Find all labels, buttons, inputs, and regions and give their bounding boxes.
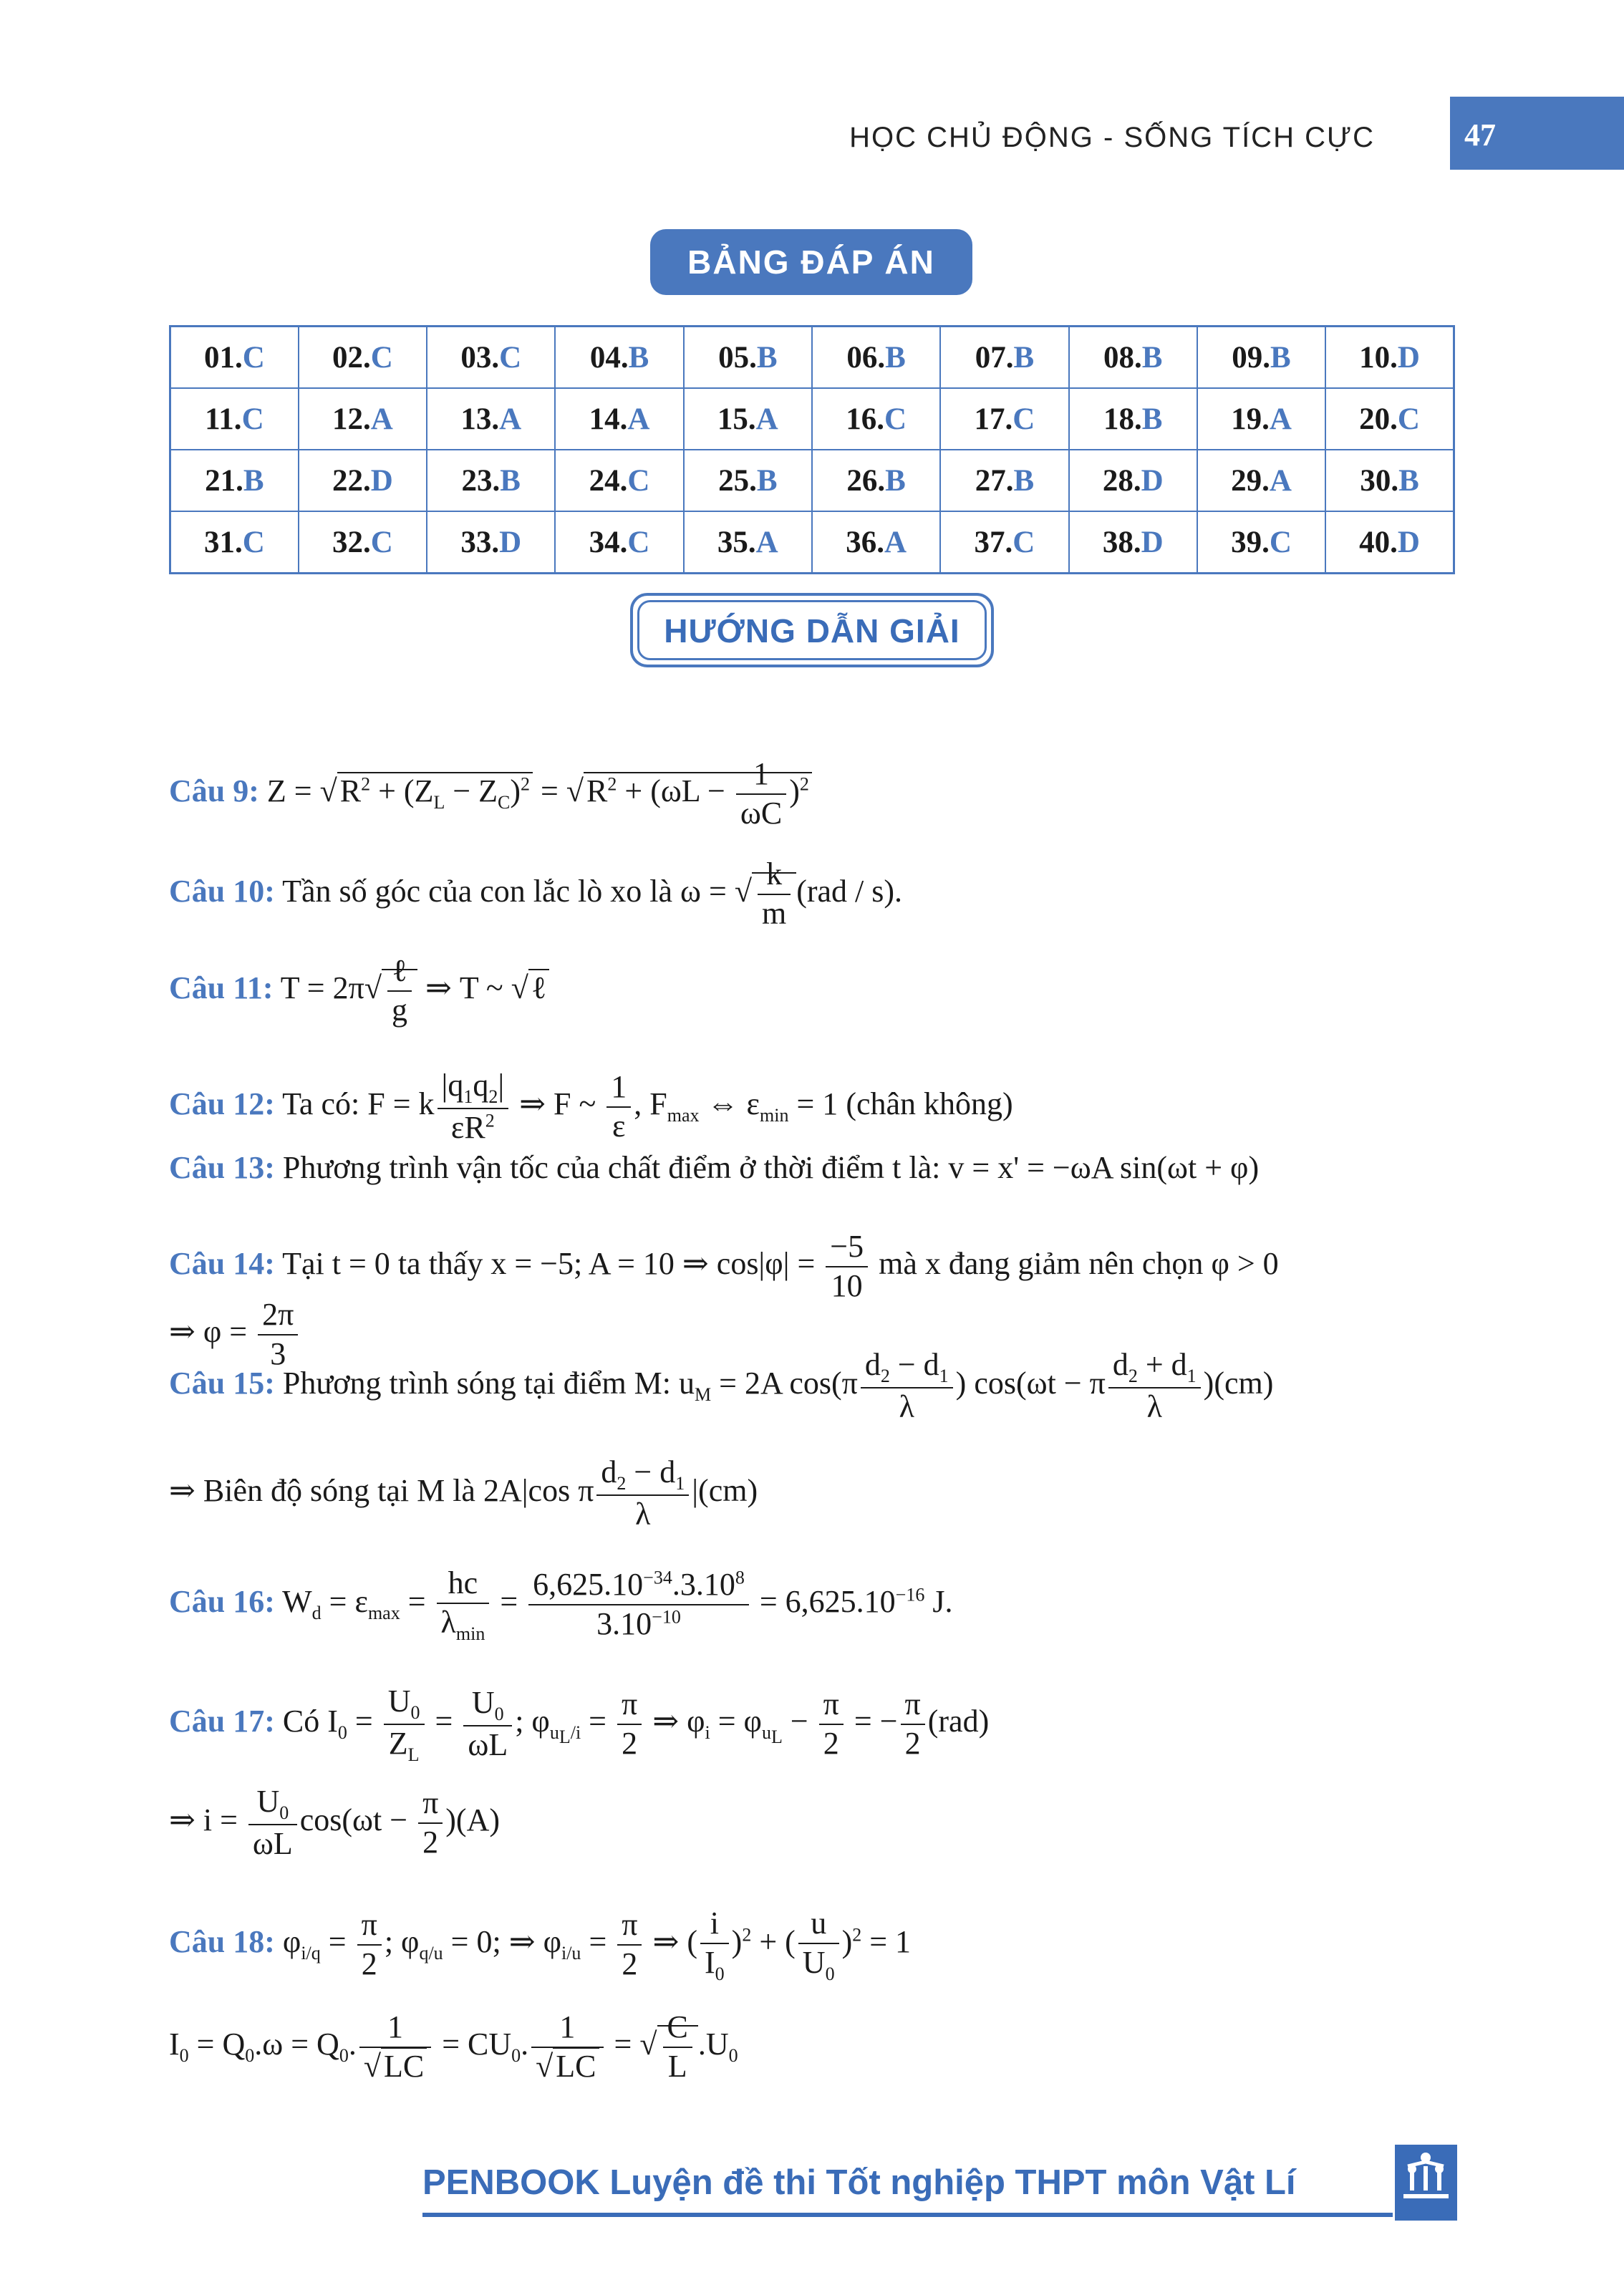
answer-cell <box>170 327 299 389</box>
answer-choice: A <box>884 525 907 559</box>
answer-choice: A <box>1269 402 1292 436</box>
answer-choice: A <box>370 402 393 436</box>
answer-choice: D <box>1397 340 1420 375</box>
answer-choice: C <box>370 525 393 559</box>
answer-question-number: 05. <box>718 340 757 375</box>
solution-q18: Câu 18: $\varphi_{i/q}$ = $\frac{\pi}{2}$ ; $\varphi_{q/u} = 0$; ⇒ $\varphi_{i/u}$ = $\frac{\pi}{2}$ ⇒ ( $\frac{i}{I_0}$ )$^2$ + ( $\frac{u}{U_0}$ )$^2$ = 1 <box>169 1906 912 1984</box>
answer-cell <box>555 388 683 450</box>
answer-choice: C <box>499 340 522 375</box>
answer-question-number: 08. <box>1103 340 1142 375</box>
answer-choice: C <box>884 402 907 436</box>
solution-q9: Câu 9: $Z = √R^2 + (Z_L - Z_C)^2 = √R^2 + (\omega L$ − $\frac{1}{\omega C}$ )$^2$ <box>169 755 812 833</box>
answer-question-number: 12. <box>332 402 371 436</box>
solution-q16: Câu 16: $W_d = \varepsilon_{max}$ = $\frac{hc}{\lambda_{min}}$ = $\frac{6,625.10^{-34}.3.10^8}{3.10^{-10}}$ = $6,625.10^{-16}$ J. <box>169 1565 953 1644</box>
answer-question-number: 09. <box>1232 340 1271 375</box>
answer-choice: B <box>756 463 778 498</box>
answer-choice: C <box>370 340 393 375</box>
answer-choice: B <box>1013 463 1035 498</box>
solution-q15: Câu 15: Phương trình sóng tại điểm M: $u_M = 2A$ cos(π $\frac{d_2 - d_1}{\lambda}$ ) cos(ωt − π $\frac{d_2 + d_1}{\lambda}$ )(cm) <box>169 1347 1274 1424</box>
answer-choice: B <box>1141 402 1163 436</box>
answer-question-number: 04. <box>589 340 629 375</box>
answer-question-number: 28. <box>1102 463 1141 498</box>
answer-choice: A <box>755 525 778 559</box>
page-number: 47 <box>1450 97 1624 170</box>
answer-choice: A <box>755 402 778 436</box>
answer-question-number: 11. <box>205 402 242 436</box>
answer-cell <box>299 327 427 389</box>
answer-choice: D <box>1141 463 1164 498</box>
solution-q14-result: ⇒ φ = $\frac{2\pi}{3}$ <box>169 1296 301 1373</box>
answer-choice: B <box>500 463 521 498</box>
answer-cell <box>555 450 683 511</box>
answer-row <box>170 327 1454 389</box>
answer-cell <box>427 388 555 450</box>
answer-question-number: 40. <box>1359 525 1398 559</box>
answer-cell <box>684 450 812 511</box>
answer-choice: C <box>242 340 265 375</box>
answer-question-number: 03. <box>460 340 500 375</box>
answer-question-number: 25. <box>718 463 757 498</box>
answer-choice: C <box>1269 525 1292 559</box>
answer-question-number: 31. <box>203 525 243 559</box>
answer-question-number: 23. <box>461 463 501 498</box>
answer-choice: C <box>627 463 650 498</box>
answer-question-number: 14. <box>589 402 628 436</box>
answer-question-number: 30. <box>1360 463 1399 498</box>
answer-cell <box>812 450 940 511</box>
answer-question-number: 13. <box>460 402 500 436</box>
answer-choice: D <box>499 525 522 559</box>
solution-q15-amplitude: ⇒ Biên độ sóng tại M là 2A|cos π $\frac{d_2 - d_1}{\lambda}$ |(cm) <box>169 1454 758 1532</box>
answer-cell <box>684 388 812 450</box>
answer-cell <box>427 511 555 574</box>
answer-cell <box>299 450 427 511</box>
answer-row <box>170 450 1454 511</box>
answer-cell <box>812 511 940 574</box>
answer-cell <box>812 388 940 450</box>
answer-question-number: 33. <box>460 525 500 559</box>
answer-choice: B <box>243 463 264 498</box>
answer-cell <box>555 511 683 574</box>
answer-question-number: 17. <box>974 402 1013 436</box>
answer-choice: D <box>1397 525 1420 559</box>
footer-divider <box>422 2213 1393 2217</box>
answer-choice: B <box>1398 463 1419 498</box>
solution-q10: Câu 10: Tần số góc của con lắc lò xo là ω = √ $\frac{k}{m}$ (rad / s). <box>169 856 903 931</box>
answer-choice: D <box>1141 525 1164 559</box>
answer-cell <box>1069 450 1197 511</box>
answer-cell <box>1325 450 1454 511</box>
solution-q14: Câu 14: Tại t = 0 ta thấy x = −5; A = 10 ⇒ cos|φ| = $\frac{-5}{10}$ mà x đang giảm nên chọn φ > 0 <box>169 1229 1279 1303</box>
answer-choice: C <box>627 525 650 559</box>
solution-q17-current: ⇒ i = $\frac{U_0}{\omega L}$ cos(ωt − $\frac{\pi}{2}$ )(A) <box>169 1784 501 1861</box>
answer-question-number: 37. <box>974 525 1013 559</box>
answer-choice: B <box>885 463 906 498</box>
answer-cell <box>1069 388 1197 450</box>
answer-cell <box>427 327 555 389</box>
answer-choice: D <box>370 463 393 498</box>
answer-choice: C <box>242 525 265 559</box>
solution-q17: Câu 17: Có $I_0$ = $\frac{U_0}{Z_L}$ = $\frac{U_0}{\omega L}$ ; $\varphi_{u_L/i}$ = $\frac{\pi}{2}$ ⇒ $\varphi_i = \varphi_{u_L}$ − $\frac{\pi}{2}$ = − $\frac{\pi}{2}$ (rad) <box>169 1684 990 1765</box>
answer-question-number: 36. <box>846 525 884 559</box>
answer-cell <box>555 327 683 389</box>
answer-cell <box>1069 327 1197 389</box>
answer-question-number: 35. <box>717 525 756 559</box>
answer-cell <box>299 511 427 574</box>
answer-choice: B <box>1013 340 1035 375</box>
answer-table-title: BẢNG ĐÁP ÁN <box>650 229 972 295</box>
answer-row <box>170 511 1454 574</box>
answer-question-number: 27. <box>975 463 1014 498</box>
solution-q13: Câu 13: Phương trình vận tốc của chất điểm ở thời điểm t là: v = x' = −ωA sin(ωt + φ) <box>169 1150 1260 1185</box>
answer-question-number: 07. <box>975 340 1014 375</box>
footer-book-title: PENBOOK Luyện đề thi Tốt nghiệp THPT môn Vật Lí <box>422 2163 1296 2202</box>
answer-question-number: 34. <box>589 525 628 559</box>
answer-question-number: 10. <box>1359 340 1398 375</box>
answer-choice: A <box>1269 463 1292 498</box>
answer-cell <box>940 327 1068 389</box>
answer-question-number: 21. <box>205 463 243 498</box>
answer-question-number: 32. <box>332 525 371 559</box>
answer-question-number: 16. <box>846 402 884 436</box>
answer-question-number: 19. <box>1231 402 1270 436</box>
answer-cell <box>1325 388 1454 450</box>
answer-question-number: 01. <box>203 340 243 375</box>
answer-choice: B <box>1270 340 1291 375</box>
answer-question-number: 22. <box>332 463 371 498</box>
answer-cell <box>1325 511 1454 574</box>
answer-cell <box>812 327 940 389</box>
answer-choice: B <box>756 340 778 375</box>
answer-choice: C <box>1012 525 1035 559</box>
answer-cell <box>1325 327 1454 389</box>
answer-cell <box>684 327 812 389</box>
answer-choice: C <box>241 402 264 436</box>
solution-q18-relation: $I_0 = Q_0.\omega = Q_0$. $\frac{1}{√LC}$ = $CU_0$. $\frac{1}{√LC}$ = √ $\frac{C}{L}$ $.U_0$ <box>169 2009 738 2084</box>
solution-q11: Câu 11: T = 2π√ $\frac{\text{ℓ}}{g}$ ⇒ T ~ √ℓ <box>169 952 549 1030</box>
answer-question-number: 18. <box>1103 402 1142 436</box>
answer-row <box>170 388 1454 450</box>
answer-cell <box>940 450 1068 511</box>
answer-cell <box>299 388 427 450</box>
answer-cell <box>1197 388 1325 450</box>
answer-question-number: 15. <box>717 402 756 436</box>
answer-question-number: 38. <box>1102 525 1141 559</box>
answer-cell <box>427 450 555 511</box>
answer-cell <box>1197 327 1325 389</box>
answer-cell <box>940 388 1068 450</box>
answer-cell <box>940 511 1068 574</box>
answer-cell <box>170 388 299 450</box>
answer-cell <box>170 511 299 574</box>
answer-question-number: 26. <box>846 463 886 498</box>
solution-guide-title-frame <box>630 593 994 667</box>
answer-cell <box>1069 511 1197 574</box>
answer-question-number: 20. <box>1359 402 1398 436</box>
solution-q12: Câu 12: Ta có: F = k $\frac{|q_1q_2|}{\varepsilon R^2}$ ⇒ F ~ $\frac{1}{\varepsilon}$ , $F_{max}$ ⇔ $\varepsilon_{min} = 1$ (chân không) <box>169 1068 1013 1145</box>
answer-question-number: 06. <box>846 340 886 375</box>
answer-cell <box>684 511 812 574</box>
answer-choice: A <box>499 402 522 436</box>
answer-cell <box>1197 511 1325 574</box>
answer-cell <box>1197 450 1325 511</box>
answer-choice: C <box>1397 402 1420 436</box>
header-slogan: HỌC CHỦ ĐỘNG - SỐNG TÍCH CỰC <box>849 122 1375 153</box>
penbook-logo-icon <box>1395 2145 1457 2221</box>
answer-question-number: 29. <box>1231 463 1270 498</box>
answer-choice: A <box>627 402 650 436</box>
answer-choice: B <box>1141 340 1163 375</box>
answer-choice: B <box>885 340 906 375</box>
answer-choice: B <box>628 340 649 375</box>
answer-question-number: 02. <box>332 340 371 375</box>
answer-choice: C <box>1012 402 1035 436</box>
answer-cell <box>170 450 299 511</box>
answer-question-number: 39. <box>1231 525 1270 559</box>
solution-guide-title: HƯỚNG DẪN GIẢI <box>637 600 987 660</box>
answer-table <box>169 325 1455 574</box>
answer-question-number: 24. <box>589 463 628 498</box>
